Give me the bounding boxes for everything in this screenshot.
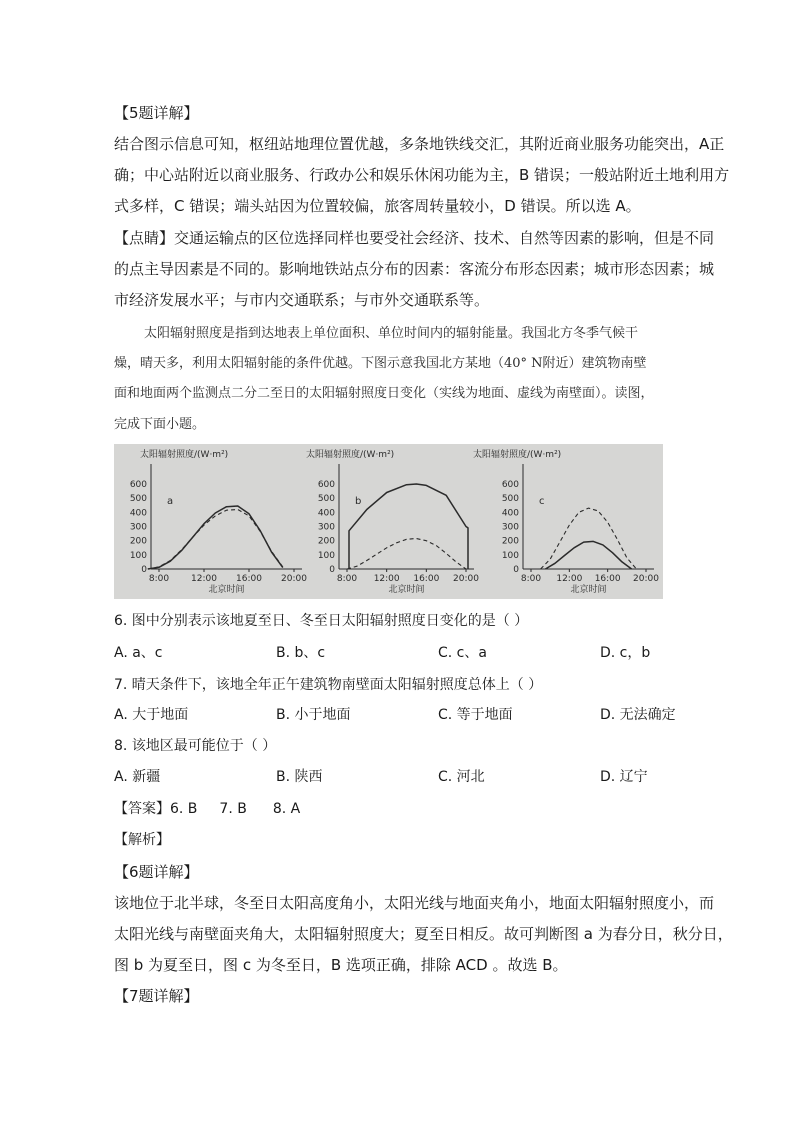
- y-axis-title: 太阳辐射照度/(W·m²): [140, 450, 229, 460]
- passage-line-1: 太阳辐射照度是指到达地表上单位面积、单位时间内的辐射能量。我国北方冬季气候干: [144, 326, 639, 341]
- y-tick-label: 200: [129, 536, 147, 547]
- y-axis-title: 太阳辐射照度/(W·m²): [306, 450, 395, 460]
- y-tick-label: 300: [129, 522, 147, 533]
- y-tick-label: 0: [141, 565, 147, 575]
- q6-option-c: C. c、a: [438, 645, 487, 661]
- panel-label: c: [539, 495, 545, 507]
- x-tick-label: 8:00: [148, 574, 170, 584]
- answer-item-8: 8. A: [272, 801, 301, 817]
- x-tick-label: 12:00: [556, 574, 583, 584]
- radiation-chart-svg: [114, 444, 663, 599]
- q8-option-a: A. 新疆: [114, 769, 161, 785]
- q6-option-d: D. c，b: [600, 645, 651, 661]
- dianjing-line-2: 的点主导因素是不同的。影响地铁站点分布的因素：客流分布形态因素；城市形态因素；城: [114, 260, 715, 278]
- y-tick-label: 600: [129, 480, 147, 490]
- y-tick-label: 100: [317, 550, 335, 561]
- x-tick-label: 8:00: [336, 574, 358, 584]
- x-tick-label: 8:00: [520, 574, 542, 584]
- y-tick-label: 500: [501, 494, 519, 505]
- q5-detail-line-1: 结合图示信息可知，枢纽站地理位置优越，多条地铁线交汇，其附近商业服务功能突出，A正: [114, 135, 725, 153]
- y-tick-label: 0: [513, 565, 519, 575]
- passage-line-2: 燥，晴天多，利用太阳辐射能的条件优越。下图示意我国北方某地（40° N附近）建筑物南壁: [114, 356, 647, 371]
- y-tick-label: 400: [129, 508, 147, 519]
- x-axis-title: 北京时间: [208, 585, 245, 595]
- analysis-label: 【解析】: [114, 832, 170, 848]
- q8-option-d: D. 辽宁: [600, 769, 648, 785]
- x-tick-label: 20:00: [633, 574, 659, 584]
- q6-option-a: A. a、c: [114, 645, 163, 661]
- q7-detail-heading: 【7题详解】: [114, 987, 199, 1005]
- y-tick-label: 600: [317, 480, 335, 490]
- south-wall-series-line: [148, 510, 283, 570]
- q5-detail-line-3: 式多样，C 错误；端头站因为位置较偏，旅客周转量较小，D 错误。所以选 A。: [114, 197, 641, 215]
- y-tick-label: 100: [129, 550, 147, 561]
- panel-label: a: [167, 495, 174, 507]
- y-tick-label: 600: [501, 480, 519, 490]
- y-tick-label: 0: [329, 565, 335, 575]
- q6-detail-line-2: 太阳光线与南壁面夹角大，太阳辐射照度大；夏至日相反。故可判断图 a 为春分日，秋分日，: [114, 925, 733, 943]
- x-tick-label: 16:00: [413, 574, 440, 584]
- dianjing-line-3: 市经济发展水平；与市内交通联系；与市外交通联系等。: [114, 291, 490, 309]
- q7-option-a: A. 大于地面: [114, 707, 189, 723]
- y-tick-label: 400: [317, 508, 335, 519]
- q6-detail-line-1: 该地位于北半球，冬至日太阳高度角小，太阳光线与地面夹角小，地面太阳辐射照度小，而: [114, 894, 715, 912]
- y-tick-label: 400: [501, 508, 519, 519]
- q5-detail-line-2: 确；中心站附近以商业服务、行政办公和娱乐休闲功能为主，B 错误；一般站附近土地利用方: [114, 166, 730, 184]
- q6-detail-heading: 【6题详解】: [114, 863, 199, 881]
- x-tick-label: 12:00: [191, 574, 217, 584]
- y-tick-label: 300: [317, 522, 335, 533]
- y-tick-label: 500: [129, 494, 147, 505]
- x-tick-label: 20:00: [453, 574, 479, 584]
- panel-label: b: [355, 495, 362, 507]
- q6-option-b: B. b、c: [276, 645, 326, 661]
- radiation-figure: [114, 444, 663, 599]
- x-tick-label: 16:00: [594, 574, 621, 584]
- answer-label: 【答案】: [114, 801, 170, 817]
- y-tick-label: 300: [501, 522, 519, 533]
- passage-line-3: 面和地面两个监测点二分二至日的太阳辐射照度日变化（实线为地面、虚线为南壁面）。读图，: [114, 386, 654, 401]
- south-wall-series-line: [347, 539, 466, 570]
- south-wall-series-line: [541, 508, 637, 569]
- x-axis-title: 北京时间: [388, 585, 425, 595]
- answer-item-7: 7. B: [219, 801, 247, 817]
- q7-stem: 7. 晴天条件下，该地全年正午建筑物南壁面太阳辐射照度总体上（ ）: [114, 677, 543, 693]
- q8-stem: 8. 该地区最可能位于（ ）: [114, 738, 277, 754]
- answer-row: [114, 799, 300, 819]
- y-tick-label: 500: [317, 494, 335, 505]
- q8-option-c: C. 河北: [438, 769, 485, 785]
- q8-option-b: B. 陕西: [276, 769, 323, 785]
- ground-series-line: [148, 506, 283, 569]
- x-tick-label: 16:00: [236, 574, 262, 584]
- x-tick-label: 20:00: [281, 574, 307, 584]
- q7-option-c: C. 等于地面: [438, 707, 513, 723]
- dianjing-line-1: 【点睛】交通运输点的区位选择同样也要受社会经济、技术、自然等因素的影响，但是不同: [114, 229, 715, 247]
- x-tick-label: 12:00: [373, 574, 400, 584]
- q6-detail-line-3: 图 b 为夏至日，图 c 为冬至日，B 选项正确，排除 ACD 。故选 B。: [114, 956, 568, 974]
- q7-option-b: B. 小于地面: [276, 707, 351, 723]
- q6-stem: 6. 图中分别表示该地夏至日、冬至日太阳辐射照度日变化的是（ ）: [114, 613, 529, 629]
- y-tick-label: 200: [501, 536, 519, 547]
- y-tick-label: 100: [501, 550, 519, 561]
- q5-detail-heading: 【5题详解】: [114, 104, 199, 122]
- y-tick-label: 200: [317, 536, 335, 547]
- x-axis-title: 北京时间: [570, 585, 607, 595]
- y-axis-title: 太阳辐射照度/(W·m²): [473, 450, 562, 460]
- passage-line-4: 完成下面小题。: [114, 417, 206, 432]
- q7-option-d: D. 无法确定: [600, 707, 676, 723]
- answer-item-6: 6. B: [170, 801, 198, 817]
